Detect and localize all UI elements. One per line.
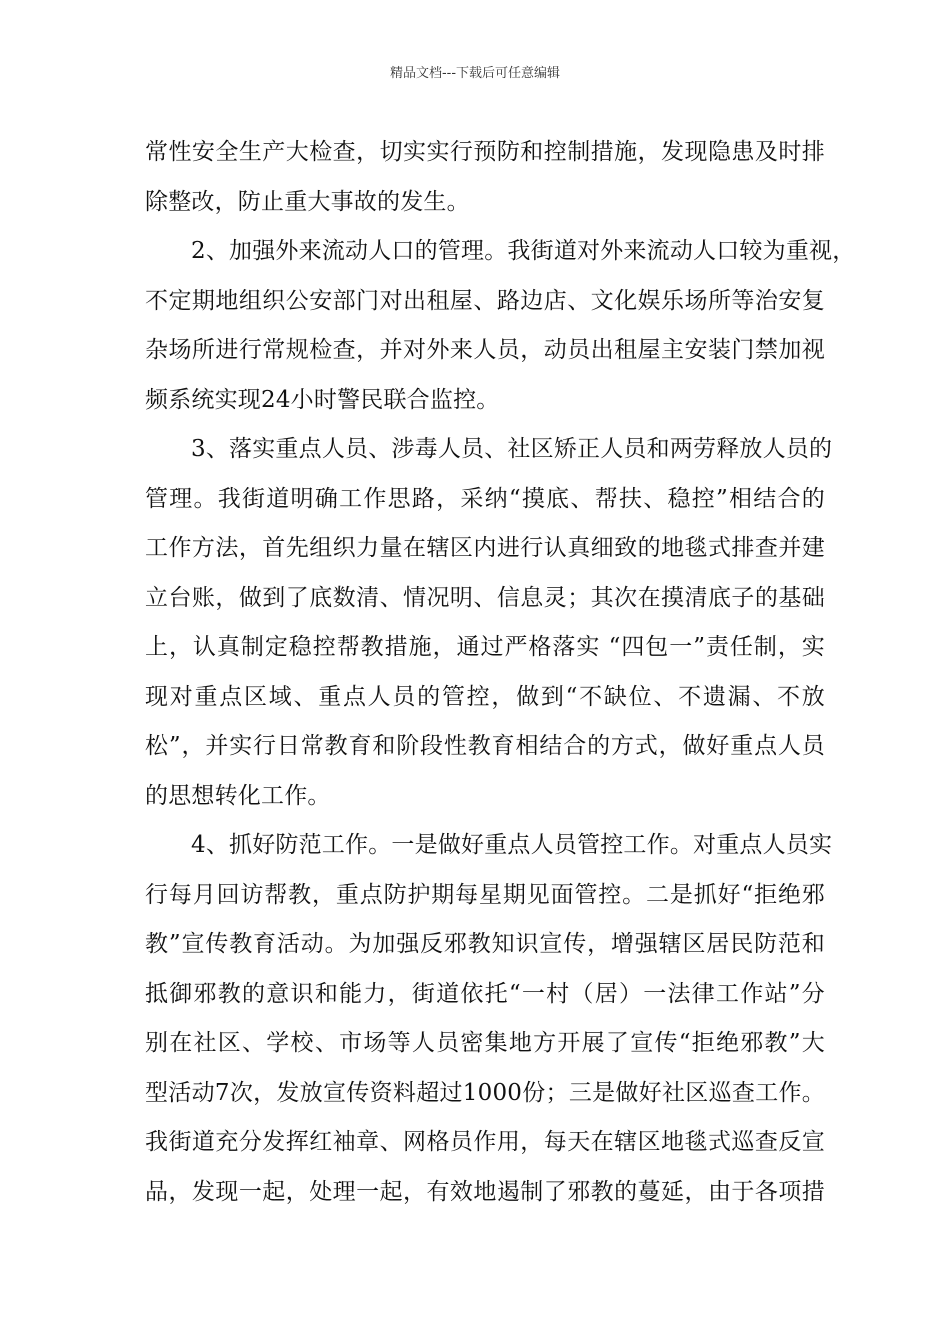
text-line: 的思想转化工作。 bbox=[145, 782, 331, 809]
text-line: 抵御邪教的意识和能力，街道依托“一村（居）一法律工作站”分 bbox=[145, 980, 825, 1007]
text-line: 我街道充分发挥红袖章、网格员作用，每天在辖区地毯式巡查反宣 bbox=[145, 1129, 825, 1155]
text-line: 不定期地组织公安部门对出租屋、路边店、文化娱乐场所等治安复 bbox=[145, 287, 825, 314]
text-line: 行每月回访帮教，重点防护期每星期见面管控。二是抓好“拒绝邪 bbox=[145, 881, 825, 908]
text-line: 管理。我街道明确工作思路，采纳“摸底、帮扶、稳控”相结合的 bbox=[145, 485, 825, 512]
text-line: 频系统实现24小时警民联合监控。 bbox=[145, 386, 500, 413]
text-line: 型活动7次，发放宣传资料超过1000份；三是做好社区巡查工作。 bbox=[145, 1079, 825, 1106]
text-line: 品，发现一起，处理一起，有效地遏制了邪教的蔓延，由于各项措 bbox=[145, 1178, 825, 1205]
text-line: 除整改，防止重大事故的发生。 bbox=[145, 188, 470, 215]
text-line: 立台账，做到了底数清、情况明、信息灵；其次在摸清底子的基础 bbox=[145, 584, 825, 611]
text-line: 2、加强外来流动人口的管理。我街道对外来流动人口较为重视， bbox=[191, 238, 856, 264]
document-body bbox=[145, 128, 856, 1217]
text-line: 4、抓好防范工作。一是做好重点人员管控工作。对重点人员实 bbox=[191, 832, 833, 858]
text-line: 常性安全生产大检查，切实实行预防和控制措施，发现隐患及时排 bbox=[145, 139, 825, 165]
text-line: 别在社区、学校、市场等人员密集地方开展了宣传“拒绝邪教”大 bbox=[145, 1030, 825, 1056]
page-header: 精品文档---下载后可任意编辑 bbox=[389, 66, 561, 81]
text-line: 松”，并实行日常教育和阶段性教育相结合的方式，做好重点人员 bbox=[145, 733, 825, 759]
text-line: 3、落实重点人员、涉毒人员、社区矫正人员和两劳释放人员的 bbox=[191, 436, 833, 462]
text-line: 教”宣传教育活动。为加强反邪教知识宣传，增强辖区居民防范和 bbox=[145, 931, 825, 957]
text-line: 工作方法，首先组织力量在辖区内进行认真细致的地毯式排查并建 bbox=[145, 535, 825, 561]
text-line: 现对重点区域、重点人员的管控，做到“不缺位、不遗漏、不放 bbox=[145, 683, 825, 710]
text-line: 上，认真制定稳控帮教措施，通过严格落实 “四包一”责任制，实 bbox=[145, 634, 825, 660]
text-line: 杂场所进行常规检查，并对外来人员，动员出租屋主安装门禁加视 bbox=[145, 337, 825, 363]
